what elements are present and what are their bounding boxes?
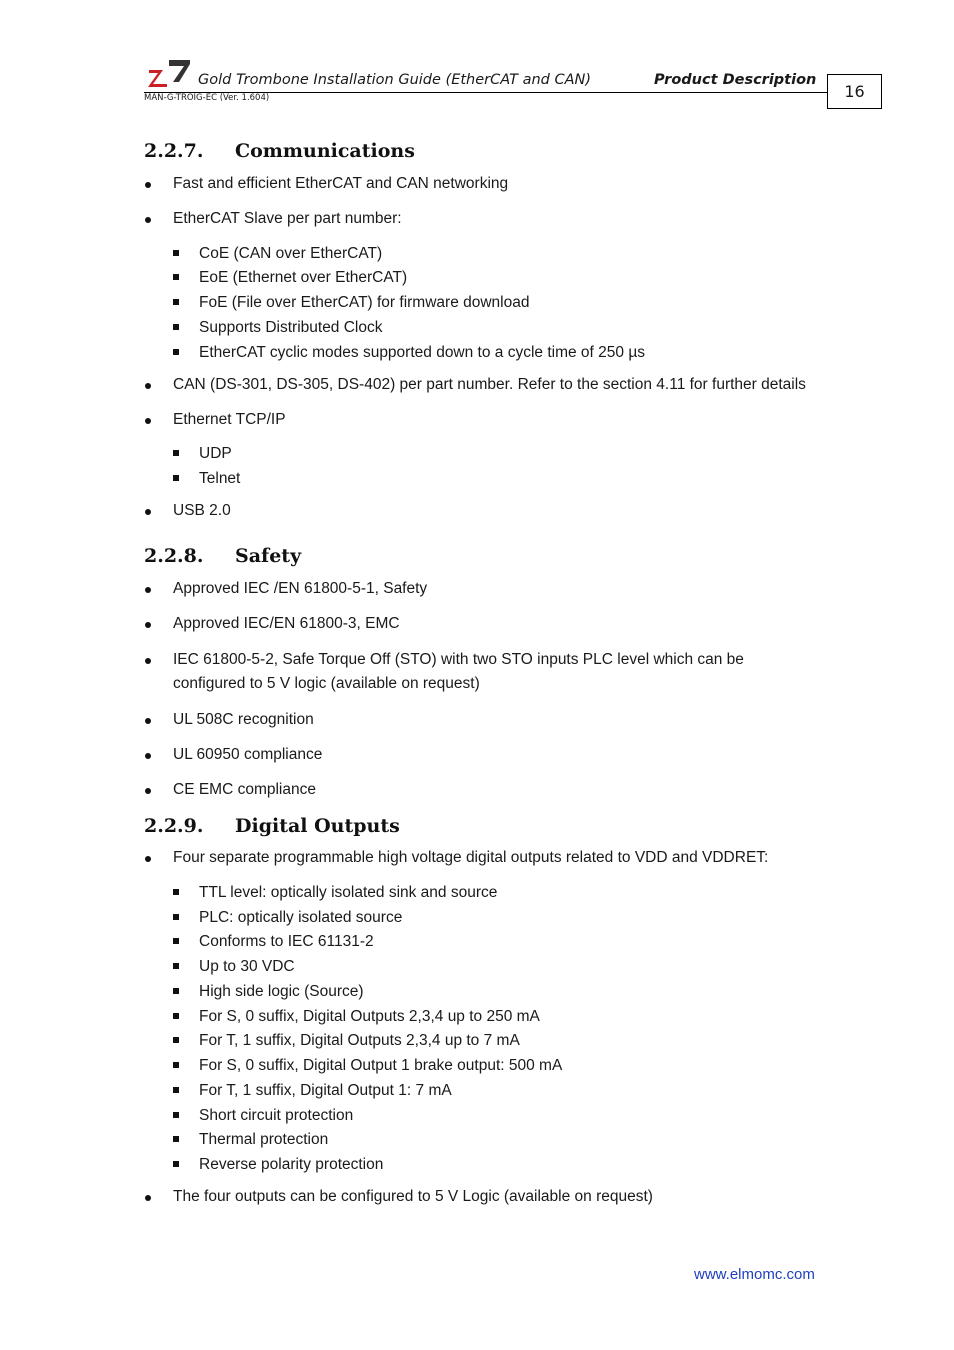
elmo-logo-icon	[147, 58, 191, 88]
section-title: Safety	[235, 545, 302, 567]
square-bullet-icon	[173, 1062, 179, 1068]
bullet-icon	[145, 856, 151, 862]
square-bullet-icon	[173, 324, 179, 330]
bullet-icon	[145, 718, 151, 724]
bullet-icon	[145, 587, 151, 593]
section-title: Digital Outputs	[235, 815, 400, 837]
website-link[interactable]: www.elmomc.com	[694, 1266, 815, 1283]
square-bullet-icon	[173, 914, 179, 920]
square-bullet-icon	[173, 274, 179, 280]
square-bullet-icon	[173, 1087, 179, 1093]
bullet-icon	[145, 182, 151, 188]
chapter-name: Product Description	[654, 72, 817, 88]
section-number: 2.2.9.	[144, 815, 204, 837]
bullet-icon	[145, 509, 151, 515]
square-bullet-icon	[173, 1013, 179, 1019]
section-heading-safety	[144, 545, 301, 567]
square-bullet-icon	[173, 1112, 179, 1118]
section-number: 2.2.8.	[144, 545, 204, 567]
bullet-icon	[145, 788, 151, 794]
square-bullet-icon	[173, 1037, 179, 1043]
bullet-icon	[145, 622, 151, 628]
section-heading-communications	[144, 140, 415, 162]
section-title: Communications	[235, 140, 415, 162]
square-bullet-icon	[173, 963, 179, 969]
square-bullet-icon	[173, 349, 179, 355]
bullet-icon	[145, 1195, 151, 1201]
square-bullet-icon	[173, 938, 179, 944]
square-bullet-icon	[173, 889, 179, 895]
bullet-icon	[145, 217, 151, 223]
square-bullet-icon	[173, 475, 179, 481]
square-bullet-icon	[173, 450, 179, 456]
page-number: 16	[827, 74, 882, 109]
square-bullet-icon	[173, 250, 179, 256]
document-code: MAN-G-TROIG-EC (Ver. 1.604)	[144, 93, 270, 103]
bullet-icon	[145, 418, 151, 424]
bullet-icon	[145, 658, 151, 664]
document-title: Gold Trombone Installation Guide (EtherCAT and CAN)	[198, 72, 592, 88]
section-number: 2.2.7.	[144, 140, 204, 162]
square-bullet-icon	[173, 1136, 179, 1142]
square-bullet-icon	[173, 1161, 179, 1167]
section-heading-digital-outputs	[144, 815, 400, 837]
square-bullet-icon	[173, 988, 179, 994]
bullet-icon	[145, 753, 151, 759]
square-bullet-icon	[173, 299, 179, 305]
bullet-icon	[145, 383, 151, 389]
